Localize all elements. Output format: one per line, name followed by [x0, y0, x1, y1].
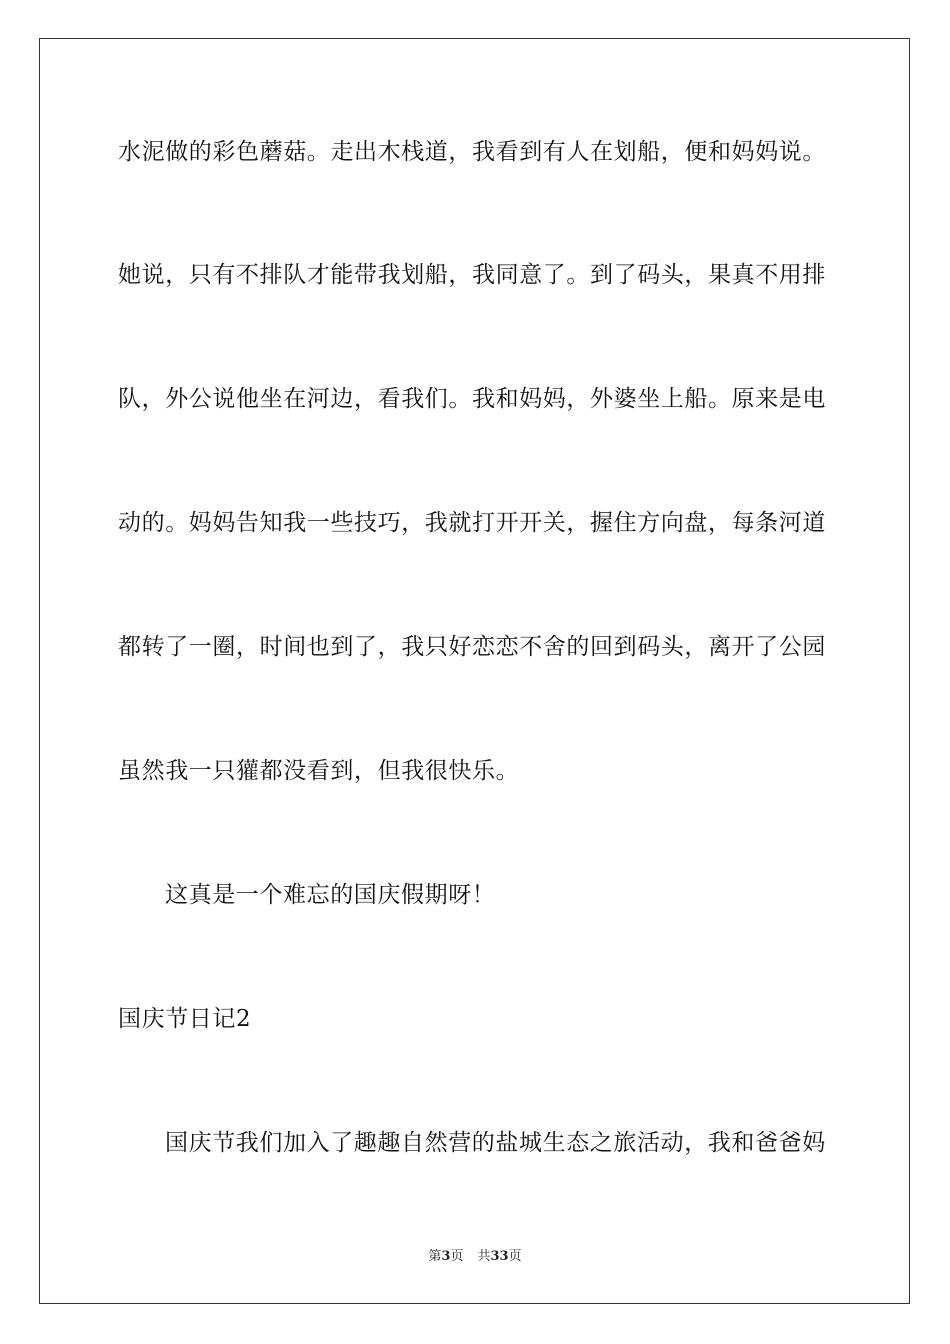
text-line: 都转了一圈，时间也到了，我只好恋恋不舍的回到码头，离开了公园 [118, 634, 826, 660]
text-line: 国庆节我们加入了趣趣自然营的盐城生态之旅活动，我和爸爸妈 [165, 1130, 826, 1156]
text-line: 队，外公说他坐在河边，看我们。我和妈妈，外婆坐上船。原来是电 [118, 386, 826, 412]
total-pages: 33 [490, 1249, 509, 1264]
page-footer [0, 1248, 950, 1266]
text-line: 她说，只有不排队才能带我划船，我同意了。到了码头，果真不用排 [118, 262, 826, 288]
total-suffix: 页 [508, 1249, 522, 1264]
page-frame [39, 38, 910, 1304]
page-suffix: 页 [450, 1249, 464, 1264]
page-number: 3 [441, 1249, 451, 1264]
text-line: 水泥做的彩色蘑菇。走出木栈道，我看到有人在划船，便和妈妈说。 [118, 139, 826, 165]
text-line: 虽然我一只獾都没看到，但我很快乐。 [118, 758, 520, 784]
total-prefix: 共 [477, 1249, 491, 1264]
text-line: 这真是一个难忘的国庆假期呀！ [165, 882, 496, 908]
page-prefix: 第 [428, 1249, 442, 1264]
text-line: 动的。妈妈告知我一些技巧，我就打开开关，握住方向盘，每条河道 [118, 510, 826, 536]
section-heading: 国庆节日记2 [118, 1006, 252, 1032]
